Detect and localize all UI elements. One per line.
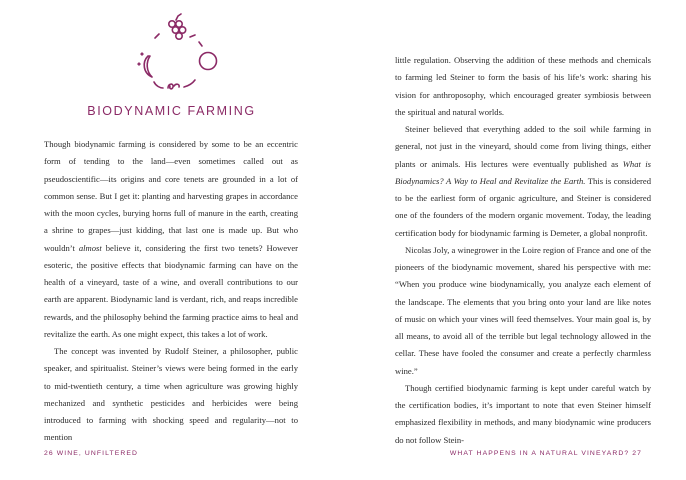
- page-folio-right: WHAT HAPPENS IN A NATURAL VINEYARD? 27: [449, 450, 642, 457]
- paragraph-text: Steiner believed that everything added to the soil while farming in general, not just in the vineyard, should come from living things, either plants or animals. His lectures were eventually published as: [395, 124, 651, 169]
- emphasis-text: almost: [78, 242, 102, 253]
- paragraph: [44, 136, 298, 343]
- paragraph: The concept was invented by Rudolf Steiner, a philosopher, public speaker, and spiritualist. Steiner’s views were being formed in the early to mid-twentieth century, a time when agriculture was growing highly mechanized and synthetic pesticides and herbicides were being introduced to farming with shocking speed and regularity—not to mention: [44, 346, 298, 443]
- paragraph-text: Though biodynamic farming is considered by some to be an eccentric form of tending to the land—even sometimes called out as pseudoscientific—its origins and core tenets are grounded in a lot of common sense. But I get it: planting and harvesting grapes in accordance with the moon cycles, burying horns full of manure in the earth, creating a shrine to grapes—just kidding, that last one is made up. But who wouldn’t: [44, 139, 298, 253]
- page-folio-left: 26 WINE, UNFILTERED: [44, 450, 139, 457]
- paragraph: [395, 121, 651, 242]
- section-title: BIODYNAMIC FARMING: [87, 104, 256, 118]
- paragraph: Nicolas Joly, a winegrower in the Loire region of France and one of the pioneers of the biodynamic movement, shared his perspective with me: “When you produce wine biodynamically, you analyze each element of the landscape. The elements that you bring onto your land are like notes of music on which your vines will feed themselves. Your main goal is, by all means, to avoid all of the terrible but legal technology allowed in the cellar. These have fooled the consumer and create a perfectly charmless wine.”: [395, 244, 651, 376]
- right-page: [343, 0, 686, 480]
- paragraph-text: This is considered to be the earliest form of organic agriculture, and Steiner is considered one of the founders of the modern organic movement. Today, the leading certification body for biodynamic farming is Demeter, a global nonprofit.: [395, 175, 651, 238]
- right-body-text: [395, 52, 651, 449]
- paragraph-text: believe it, considering the first two tenets? However esoteric, the positive effects that biodynamic farming can have on the health of a vineyard, taste of a wine, and overall contributions to our earth are apparent. Biodynamic land is verdant, rich, and reaps incredible rewards, and the philosophy behind the farming practice aims to heal and revitalize the earth. As one might expect, this takes a lot of work.: [44, 242, 298, 339]
- paragraph: Though certified biodynamic farming is kept under careful watch by the certification bodies, it’s important to note that even Steiner himself emphasized flexibility in methods, and many biodynamic wine producers do not follow Stein-: [395, 382, 651, 445]
- moon-and-grapes-wreath-icon: [110, 10, 230, 94]
- book-title-emphasis: What is Biodynamics? A Way to Heal and Revitalize the Earth.: [395, 158, 651, 186]
- paragraph: little regulation. Observing the addition of these methods and chemicals to farming led Steiner to form the basis of his life’s work: sharing his vision for anthroposophy, which encouraged greater symbiosis between the spiritual and natural worlds.: [395, 55, 651, 117]
- left-body-text: [44, 136, 298, 447]
